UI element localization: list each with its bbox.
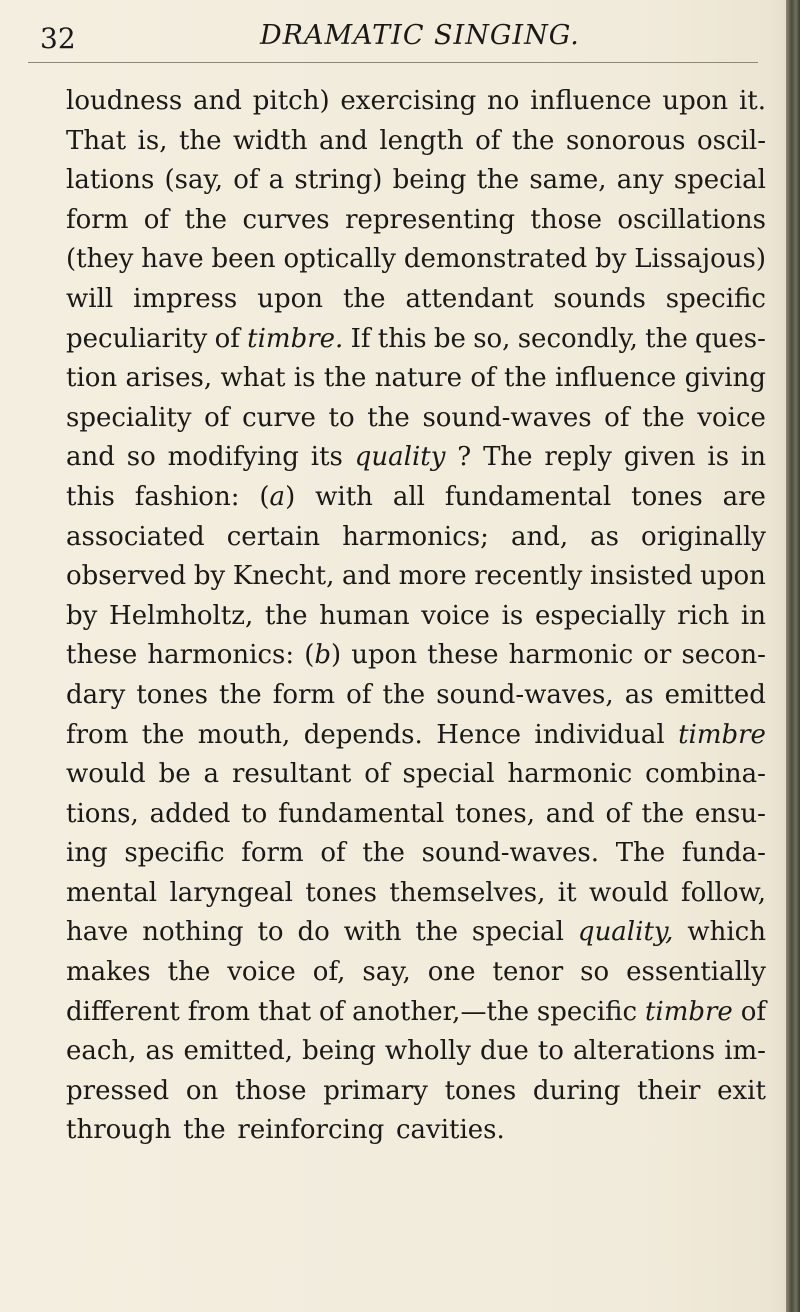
- word: form: [272, 679, 336, 710]
- word: it: [557, 877, 577, 908]
- word: the: [367, 402, 410, 433]
- word: timbre: [678, 719, 766, 750]
- word: another,—the: [352, 996, 530, 1027]
- word: curve: [242, 402, 316, 433]
- word: tones: [136, 679, 208, 710]
- word: these: [66, 640, 138, 671]
- word: the: [645, 323, 688, 354]
- word: would: [66, 759, 146, 790]
- word: wholly: [384, 1036, 471, 1067]
- word: so: [580, 957, 610, 988]
- word: those: [530, 204, 602, 235]
- word: recently: [474, 561, 583, 592]
- word: sound-waves.: [421, 838, 599, 869]
- word: of: [143, 204, 170, 235]
- word: (they: [66, 244, 134, 275]
- word: the: [476, 165, 520, 196]
- word: of: [320, 838, 346, 869]
- text-line: [66, 716, 766, 756]
- word: each,: [66, 1036, 137, 1067]
- text-line: [66, 518, 766, 558]
- word: secon-: [681, 640, 766, 671]
- word: this: [66, 481, 115, 512]
- word: peculiarity: [66, 323, 208, 354]
- text-line: [66, 953, 766, 993]
- word: of: [364, 759, 390, 790]
- word: say,: [362, 957, 411, 988]
- word: one: [427, 957, 476, 988]
- word: nothing: [142, 917, 244, 948]
- word: fundamental: [278, 798, 445, 829]
- word: fundamental: [444, 481, 612, 512]
- word: essentially: [626, 957, 766, 988]
- word: sonorous: [565, 125, 686, 156]
- word: or: [643, 640, 672, 671]
- word: That: [66, 125, 127, 156]
- word: rich: [677, 600, 730, 631]
- word: the: [264, 600, 308, 631]
- word: all: [392, 481, 425, 512]
- word: and: [193, 86, 242, 116]
- word: attendant: [405, 283, 534, 314]
- word: this: [377, 323, 427, 354]
- word: is,: [137, 125, 168, 156]
- text-line: [66, 320, 766, 360]
- word: sounds: [553, 283, 646, 314]
- running-head-title: DRAMATIC SINGING.: [260, 20, 580, 51]
- word: timbre.: [247, 323, 344, 354]
- word: pitch): [252, 86, 330, 116]
- word: of: [604, 402, 630, 433]
- word: the: [178, 125, 222, 156]
- word: from: [187, 996, 251, 1027]
- word: depends.: [303, 719, 423, 750]
- word: been: [211, 244, 276, 275]
- text-line: [66, 874, 766, 914]
- word: optically: [283, 244, 396, 275]
- word: these: [427, 640, 499, 671]
- word: being: [392, 165, 467, 196]
- word: on: [185, 1075, 219, 1106]
- word: exit: [717, 1075, 766, 1106]
- word: especially: [534, 600, 666, 631]
- word: the: [642, 402, 685, 433]
- word: quality,: [577, 917, 674, 948]
- text-line: [66, 359, 766, 399]
- word: will: [66, 283, 114, 314]
- word: have: [141, 244, 204, 275]
- word: observed: [66, 561, 187, 592]
- word: fashion:: [134, 481, 240, 512]
- word: funda-: [681, 838, 766, 869]
- word: loudness: [66, 86, 183, 116]
- text-line: [66, 1111, 766, 1151]
- word: voice: [697, 402, 766, 433]
- word: (a): [259, 481, 296, 512]
- word: influence: [530, 86, 652, 116]
- word: The: [615, 838, 666, 869]
- word: with: [343, 917, 402, 948]
- word: combina-: [645, 759, 766, 790]
- word: individual: [534, 719, 665, 750]
- word: string): [294, 165, 383, 196]
- word: those: [234, 1075, 307, 1106]
- word: primary: [323, 1075, 428, 1106]
- word: arises,: [125, 363, 213, 394]
- word: of,: [312, 957, 346, 988]
- word: what: [220, 363, 286, 394]
- word: originally: [641, 521, 766, 552]
- word: of: [204, 402, 230, 433]
- text-line: [66, 834, 766, 874]
- text-line: [66, 122, 766, 162]
- word: would: [588, 877, 669, 908]
- word: given: [623, 442, 696, 473]
- word: are: [722, 481, 766, 512]
- word: quality: [354, 442, 446, 473]
- word: to: [537, 1036, 564, 1067]
- word: associated: [66, 521, 205, 552]
- word: its: [310, 442, 343, 473]
- word: a: [203, 759, 220, 790]
- word: harmonics;: [342, 521, 489, 552]
- page-number: 32: [40, 22, 76, 55]
- word: special: [673, 165, 766, 196]
- word: sound-waves: [422, 402, 592, 433]
- word: and,: [510, 521, 569, 552]
- word: ?: [457, 442, 472, 473]
- word: im-: [724, 1036, 766, 1067]
- word: the: [219, 679, 262, 710]
- word: in: [740, 442, 766, 473]
- word: representing: [345, 204, 515, 235]
- word: to: [257, 917, 284, 948]
- word: impress: [133, 283, 238, 314]
- word: tones,: [455, 798, 535, 829]
- word: be: [433, 323, 466, 354]
- word: voice: [421, 600, 490, 631]
- word: the: [342, 283, 386, 314]
- word: same,: [529, 165, 607, 196]
- word: nature: [374, 363, 463, 394]
- word: the: [641, 798, 685, 829]
- word: speciality: [66, 402, 192, 433]
- word: as: [624, 679, 654, 710]
- text-line: [66, 82, 766, 122]
- word: modifying: [167, 442, 299, 473]
- word: the: [183, 1115, 226, 1146]
- word: and: [545, 798, 595, 829]
- word: timbre: [644, 996, 733, 1027]
- word: certain: [226, 521, 321, 552]
- word: ques-: [695, 323, 766, 354]
- word: and: [342, 561, 391, 592]
- word: tones: [444, 1075, 517, 1106]
- word: influence: [555, 363, 677, 394]
- word: emitted: [664, 679, 766, 710]
- word: sound-waves,: [436, 679, 614, 710]
- word: lations: [66, 165, 155, 196]
- word: being: [302, 1036, 376, 1067]
- word: Lissajous): [634, 244, 766, 275]
- word: harmonic: [507, 759, 633, 790]
- word: oscillations: [617, 204, 766, 235]
- word: human: [319, 600, 410, 631]
- word: and: [66, 442, 115, 473]
- word: secondly,: [517, 323, 638, 354]
- word: form: [241, 838, 304, 869]
- running-head: [40, 8, 760, 64]
- word: oscil-: [697, 125, 766, 156]
- word: during: [532, 1075, 621, 1106]
- word: have: [66, 917, 129, 948]
- text-line: [66, 438, 766, 478]
- text-line: [66, 1072, 766, 1112]
- word: no: [487, 86, 520, 116]
- word: reply: [544, 442, 612, 473]
- word: form: [66, 204, 129, 235]
- word: exercising: [340, 86, 477, 116]
- word: the: [167, 957, 211, 988]
- word: which: [687, 917, 766, 948]
- text-line: [66, 240, 766, 280]
- word: Helmholtz,: [109, 600, 254, 631]
- word: giving: [684, 363, 766, 394]
- word: do: [297, 917, 330, 948]
- word: specific: [124, 838, 225, 869]
- word: the: [141, 719, 185, 750]
- word: tions,: [66, 798, 139, 829]
- word: makes: [66, 957, 151, 988]
- text-line: [66, 755, 766, 795]
- word: If: [350, 323, 371, 354]
- word: the: [382, 679, 426, 710]
- word: so: [126, 442, 156, 473]
- word: ensu-: [694, 798, 766, 829]
- word: is: [293, 363, 316, 394]
- word: the: [362, 838, 405, 869]
- word: upon: [351, 640, 418, 671]
- word: different: [66, 996, 180, 1027]
- word: of: [605, 798, 631, 829]
- word: of: [214, 323, 240, 354]
- text-line: [66, 201, 766, 241]
- word: cavities.: [395, 1115, 505, 1146]
- word: a: [268, 165, 285, 196]
- word: length: [379, 125, 464, 156]
- word: special: [402, 759, 495, 790]
- text-line: [66, 676, 766, 716]
- text-line: [66, 280, 766, 320]
- text-line: [66, 161, 766, 201]
- word: that: [257, 996, 312, 1027]
- word: to: [328, 402, 355, 433]
- word: is: [707, 442, 730, 473]
- text-line: [66, 795, 766, 835]
- word: of: [318, 996, 345, 1027]
- word: The: [483, 442, 533, 473]
- word: specific: [665, 283, 766, 314]
- word: tenor: [492, 957, 564, 988]
- text-line: [66, 478, 766, 518]
- word: to: [241, 798, 268, 829]
- word: harmonics:: [147, 640, 295, 671]
- word: from: [66, 719, 129, 750]
- word: by: [193, 561, 226, 592]
- text-line: [66, 557, 766, 597]
- word: upon: [257, 283, 324, 314]
- word: reinforcing: [237, 1115, 385, 1146]
- word: the: [511, 125, 555, 156]
- word: mental: [66, 877, 158, 908]
- word: laryngeal: [169, 877, 293, 908]
- word: Knecht,: [232, 561, 335, 592]
- word: the: [323, 363, 367, 394]
- word: dary: [66, 679, 126, 710]
- word: tion: [66, 363, 118, 394]
- word: upon: [700, 561, 766, 592]
- word: tones: [631, 481, 703, 512]
- text-line: [66, 399, 766, 439]
- word: of: [346, 679, 372, 710]
- word: themselves,: [389, 877, 546, 908]
- word: as: [145, 1036, 175, 1067]
- word: emitted,: [183, 1036, 294, 1067]
- word: special: [471, 917, 564, 948]
- word: curves: [242, 204, 330, 235]
- word: be: [158, 759, 191, 790]
- word: (b): [304, 640, 342, 671]
- word: specific: [536, 996, 638, 1027]
- word: and: [318, 125, 368, 156]
- text-line: [66, 913, 766, 953]
- word: the: [184, 204, 228, 235]
- word: harmonic: [508, 640, 634, 671]
- word: ing: [66, 838, 108, 869]
- word: as: [590, 521, 619, 552]
- word: alterations: [573, 1036, 716, 1067]
- book-binding-edge: [786, 0, 800, 1312]
- word: the: [504, 363, 547, 394]
- word: resultant: [231, 759, 352, 790]
- word: in: [740, 600, 766, 631]
- word: width: [233, 125, 308, 156]
- header-rule: [28, 62, 758, 63]
- word: of: [475, 125, 501, 156]
- text-line: [66, 993, 766, 1033]
- word: added: [149, 798, 231, 829]
- word: by: [595, 244, 627, 275]
- word: Hence: [436, 719, 521, 750]
- word: it.: [738, 86, 766, 116]
- word: of: [233, 165, 259, 196]
- word: (say,: [164, 165, 224, 196]
- word: insisted: [589, 561, 693, 592]
- word: of: [740, 996, 766, 1027]
- word: the: [415, 917, 458, 948]
- word: follow,: [680, 877, 766, 908]
- word: so,: [473, 323, 511, 354]
- word: their: [637, 1075, 701, 1106]
- word: pressed: [66, 1075, 170, 1106]
- word: is: [501, 600, 524, 631]
- word: of: [470, 363, 496, 394]
- word: voice: [227, 957, 296, 988]
- word: demonstrated: [403, 244, 588, 275]
- word: tones: [305, 877, 377, 908]
- word: upon: [662, 86, 729, 116]
- word: due: [479, 1036, 529, 1067]
- word: more: [398, 561, 467, 592]
- text-line: [66, 636, 766, 676]
- word: with: [315, 481, 373, 512]
- word: mouth,: [197, 719, 291, 750]
- text-line: [66, 597, 766, 637]
- text-line: [66, 1032, 766, 1072]
- word: through: [66, 1115, 172, 1146]
- body-paragraph: [66, 82, 766, 1151]
- word: by: [66, 600, 98, 631]
- word: any: [616, 165, 664, 196]
